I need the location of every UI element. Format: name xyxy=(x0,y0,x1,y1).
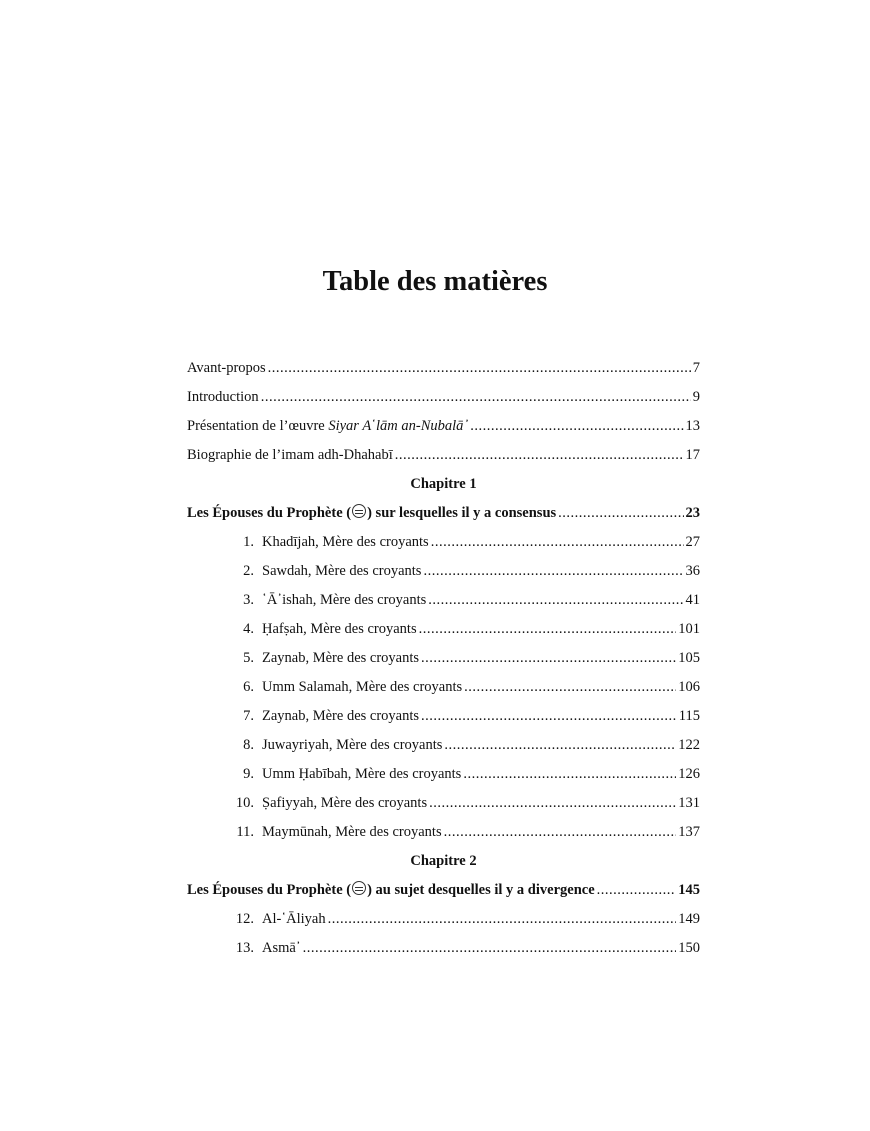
dot-leader xyxy=(463,760,676,789)
toc-entry-introduction[interactable] xyxy=(187,383,700,412)
list-item[interactable] xyxy=(187,818,700,847)
list-item[interactable] xyxy=(187,760,700,789)
dot-leader xyxy=(328,905,677,934)
item-label: Zaynab, Mère des croyants xyxy=(262,708,420,724)
toc-entry-label: Biographie de l’imam adh-Dhahabī xyxy=(187,447,393,463)
toc-entry-page: 13 xyxy=(685,418,700,434)
dot-leader xyxy=(423,557,683,586)
toc-entry-label xyxy=(187,412,468,441)
chapter-1-list xyxy=(187,528,700,847)
item-label: Juwayriyah, Mère des croyants xyxy=(262,737,443,753)
dot-leader xyxy=(429,789,676,818)
dot-leader xyxy=(444,731,676,760)
dot-leader xyxy=(268,354,691,383)
work-title: Siyar A῾lām an-Nubalā᾽ xyxy=(328,418,469,434)
chapter-title-before: Les Épouses du Prophète ( xyxy=(187,882,352,898)
item-page: 105 xyxy=(678,650,700,666)
salawat-seal-icon xyxy=(352,504,366,518)
toc-entry-label: Introduction xyxy=(187,389,259,405)
item-page: 126 xyxy=(678,766,700,782)
dot-leader xyxy=(428,586,683,615)
list-item[interactable] xyxy=(187,644,700,673)
chapter-2-list xyxy=(187,905,700,963)
item-number: 3. xyxy=(243,592,254,608)
chapter-title-after: ) au sujet desquelles il y a divergence xyxy=(367,882,595,898)
item-label: Maymūnah, Mère des croyants xyxy=(262,824,442,840)
item-label: Ḥafṣah, Mère des croyants xyxy=(262,621,417,637)
list-item[interactable] xyxy=(187,905,700,934)
item-label: Zaynab, Mère des croyants xyxy=(262,650,420,666)
item-number: 9. xyxy=(243,766,254,782)
chapter-title-after: ) sur lesquelles il y a consensus xyxy=(367,505,557,521)
item-number: 13. xyxy=(235,940,254,956)
dot-leader xyxy=(421,644,676,673)
item-page: 150 xyxy=(678,940,700,956)
toc-entry-label: Avant-propos xyxy=(187,360,266,376)
toc-entry-page: 7 xyxy=(692,360,700,376)
item-number: 6. xyxy=(243,679,254,695)
item-label: Al-῾Āliyah xyxy=(262,911,326,927)
page-title: Table des matières xyxy=(322,266,548,297)
item-label: Ṣafiyyah, Mère des croyants xyxy=(262,795,428,811)
item-label: Sawdah, Mère des croyants xyxy=(262,563,422,579)
item-number: 1. xyxy=(243,534,254,550)
toc-entry-page: 9 xyxy=(692,389,700,405)
item-number: 4. xyxy=(243,621,254,637)
chapter-2-title-entry[interactable] xyxy=(187,876,700,905)
dot-leader xyxy=(470,412,683,441)
dot-leader xyxy=(303,934,677,963)
item-page: 36 xyxy=(685,563,700,579)
item-number: 8. xyxy=(243,737,254,753)
item-page: 106 xyxy=(678,679,700,695)
chapter-1-title-entry[interactable] xyxy=(187,499,700,528)
dot-leader xyxy=(597,876,677,905)
item-label: Asmā᾽ xyxy=(262,940,301,956)
item-label: Khadījah, Mère des croyants xyxy=(262,534,429,550)
list-item[interactable] xyxy=(187,557,700,586)
toc-entry-page: 145 xyxy=(678,882,700,898)
item-page: 115 xyxy=(678,708,700,724)
item-number: 10. xyxy=(235,795,254,811)
dot-leader xyxy=(421,702,677,731)
toc-entry-page: 17 xyxy=(685,447,700,463)
chapter-title-before: Les Épouses du Prophète ( xyxy=(187,505,352,521)
toc-entry-label-text: Présentation de l’œuvre xyxy=(187,418,329,434)
chapter-title xyxy=(187,876,595,905)
chapter-2-heading: Chapitre 2 xyxy=(410,853,477,869)
dot-leader xyxy=(464,673,676,702)
toc-entry-biographie[interactable] xyxy=(187,441,700,470)
list-item[interactable] xyxy=(187,934,700,963)
dot-leader xyxy=(558,499,683,528)
item-page: 131 xyxy=(678,795,700,811)
item-label: Umm Ḥabībah, Mère des croyants xyxy=(262,766,462,782)
dot-leader xyxy=(431,528,684,557)
item-page: 137 xyxy=(678,824,700,840)
list-item[interactable] xyxy=(187,528,700,557)
list-item[interactable] xyxy=(187,673,700,702)
item-page: 101 xyxy=(678,621,700,637)
salawat-seal-icon xyxy=(352,881,366,895)
item-page: 41 xyxy=(685,592,700,608)
list-item[interactable] xyxy=(187,789,700,818)
list-item[interactable] xyxy=(187,702,700,731)
chapter-1-heading: Chapitre 1 xyxy=(410,476,477,492)
toc-entry-presentation[interactable] xyxy=(187,412,700,441)
toc-entry-avant-propos[interactable] xyxy=(187,354,700,383)
list-item[interactable] xyxy=(187,586,700,615)
toc-entry-page: 23 xyxy=(685,505,700,521)
item-number: 2. xyxy=(243,563,254,579)
list-item[interactable] xyxy=(187,731,700,760)
dot-leader xyxy=(444,818,677,847)
list-item[interactable] xyxy=(187,615,700,644)
chapter-title xyxy=(187,499,556,528)
table-of-contents xyxy=(187,354,700,963)
item-label: ῾Ā᾽ishah, Mère des croyants xyxy=(262,592,427,608)
item-number: 5. xyxy=(243,650,254,666)
dot-leader xyxy=(395,441,684,470)
item-page: 122 xyxy=(678,737,700,753)
item-page: 149 xyxy=(678,911,700,927)
dot-leader xyxy=(261,383,691,412)
item-label: Umm Salamah, Mère des croyants xyxy=(262,679,463,695)
item-number: 7. xyxy=(243,708,254,724)
item-number: 11. xyxy=(236,824,254,840)
item-page: 27 xyxy=(685,534,700,550)
dot-leader xyxy=(419,615,677,644)
item-number: 12. xyxy=(235,911,254,927)
